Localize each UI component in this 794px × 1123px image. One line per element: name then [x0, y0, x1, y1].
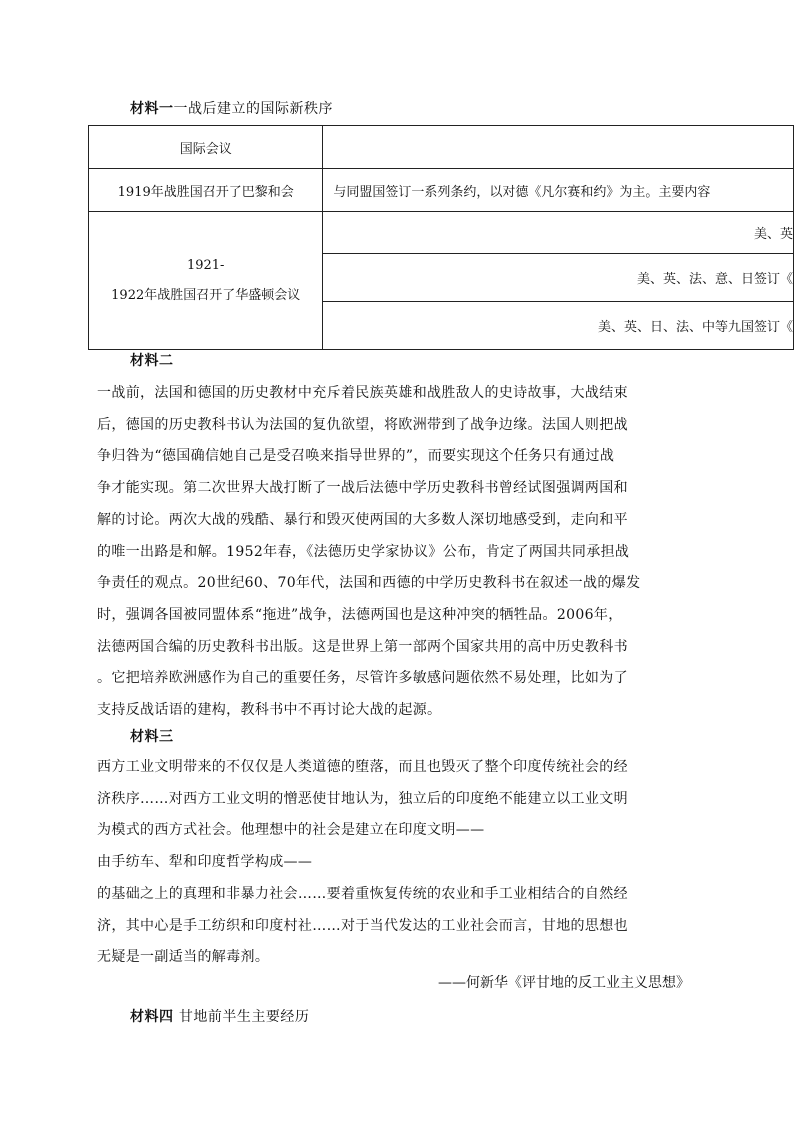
- m2-line: 争才能实现。第二次世界大战打断了一战后法德中学历史教科书曾经试图强调两国和: [97, 480, 628, 497]
- material-1-label: 材料一: [130, 101, 174, 117]
- row2-conference: [89, 212, 323, 350]
- material-2-heading: 材料二: [130, 353, 174, 369]
- row2-conference-line2: 1922年战胜国召开了华盛顿会议: [111, 287, 301, 303]
- material-1-heading: [130, 98, 333, 118]
- table-header-content: [323, 126, 794, 169]
- row2-sub2: 美、英、法、意、日签订《: [323, 254, 794, 302]
- row1-conference: 1919年战胜国召开了巴黎和会: [89, 169, 323, 212]
- material-4-title: 甘地前半生主要经历: [178, 1009, 310, 1025]
- row2-sub3: 美、英、日、法、中等九国签订《: [323, 302, 794, 350]
- row1-content: 与同盟国签订一系列条约，以对德《凡尔赛和约》为主。主要内容: [323, 169, 794, 212]
- material-1-table: [88, 125, 794, 350]
- m3-line: 济秩序……对西方工业文明的憎恶使甘地认为，独立后的印度绝不能建立以工业文明: [97, 790, 628, 807]
- m2-line: 法德两国合编的历史教科书出版。这是世界上第一部两个国家共用的高中历史教科书: [97, 638, 628, 655]
- m3-line: 西方工业文明带来的不仅仅是人类道德的堕落，而且也毁灭了整个印度传统社会的经: [97, 759, 628, 775]
- m3-line: 无疑是一副适当的解毒剂。: [97, 949, 270, 966]
- row2-sub1: 美、英: [323, 212, 794, 254]
- m3-line: 由手纺车、犁和印度哲学构成——: [97, 854, 313, 871]
- material-4-label: 材料四: [130, 1009, 174, 1025]
- m2-line: 解的讨论。两次大战的残酷、暴行和毁灭使两国的大多数人深切地感受到，走向和平: [97, 511, 628, 528]
- material-3-source: ——何新华《评甘地的反工业主义思想》: [438, 975, 690, 991]
- material-2-body: [97, 378, 689, 727]
- m2-line: 支持反战话语的建构，教科书中不再讨论大战的起源。: [97, 702, 442, 719]
- m2-line: 一战前，法国和德国的历史教材中充斥着民族英雄和战胜敌人的史诗故事，大战结束: [97, 385, 628, 401]
- m2-line: 。它把培养欧洲感作为自己的重要任务，尽管许多敏感问题依然不易处理，比如为了: [97, 670, 628, 687]
- m2-line: 的唯一出路是和解。1952年春，《法德历史学家协议》公布，肯定了两国共同承担战: [97, 543, 630, 560]
- material-3-heading: 材料三: [130, 729, 174, 745]
- m3-line: 为模式的西方式社会。他理想中的社会是建立在印度文明——: [97, 822, 485, 839]
- material-3-body: [97, 752, 689, 974]
- m2-line: 争归咎为“德国确信她自己是受召唤来指导世界的”，而要实现这个任务只有通过战: [97, 448, 615, 465]
- m2-line: 争责任的观点。20世纪60、70年代，法国和西德的中学历史教科书在叙述一战的爆发: [97, 575, 641, 592]
- m3-line: 济，其中心是手工纺织和印度村社……对于当代发达的工业社会而言，甘地的思想也: [97, 917, 628, 934]
- row2-conference-line1: 1921-: [186, 257, 225, 273]
- m2-line: 后，德国的历史教科书认为法国的复仇欲望，将欧洲带到了战争边缘。法国人则把战: [97, 416, 628, 433]
- material-4-heading: [130, 1006, 309, 1026]
- material-1-title: 一战后建立的国际新秩序: [173, 101, 333, 117]
- m3-line: 的基础之上的真理和非暴力社会……要着重恢复传统的农业和手工业相结合的自然经: [97, 885, 628, 902]
- table-header-conference: 国际会议: [89, 126, 323, 169]
- m2-line: 时，强调各国被同盟体系“拖进”战争，法德两国也是这种冲突的牺牲品。2006年，: [97, 606, 623, 623]
